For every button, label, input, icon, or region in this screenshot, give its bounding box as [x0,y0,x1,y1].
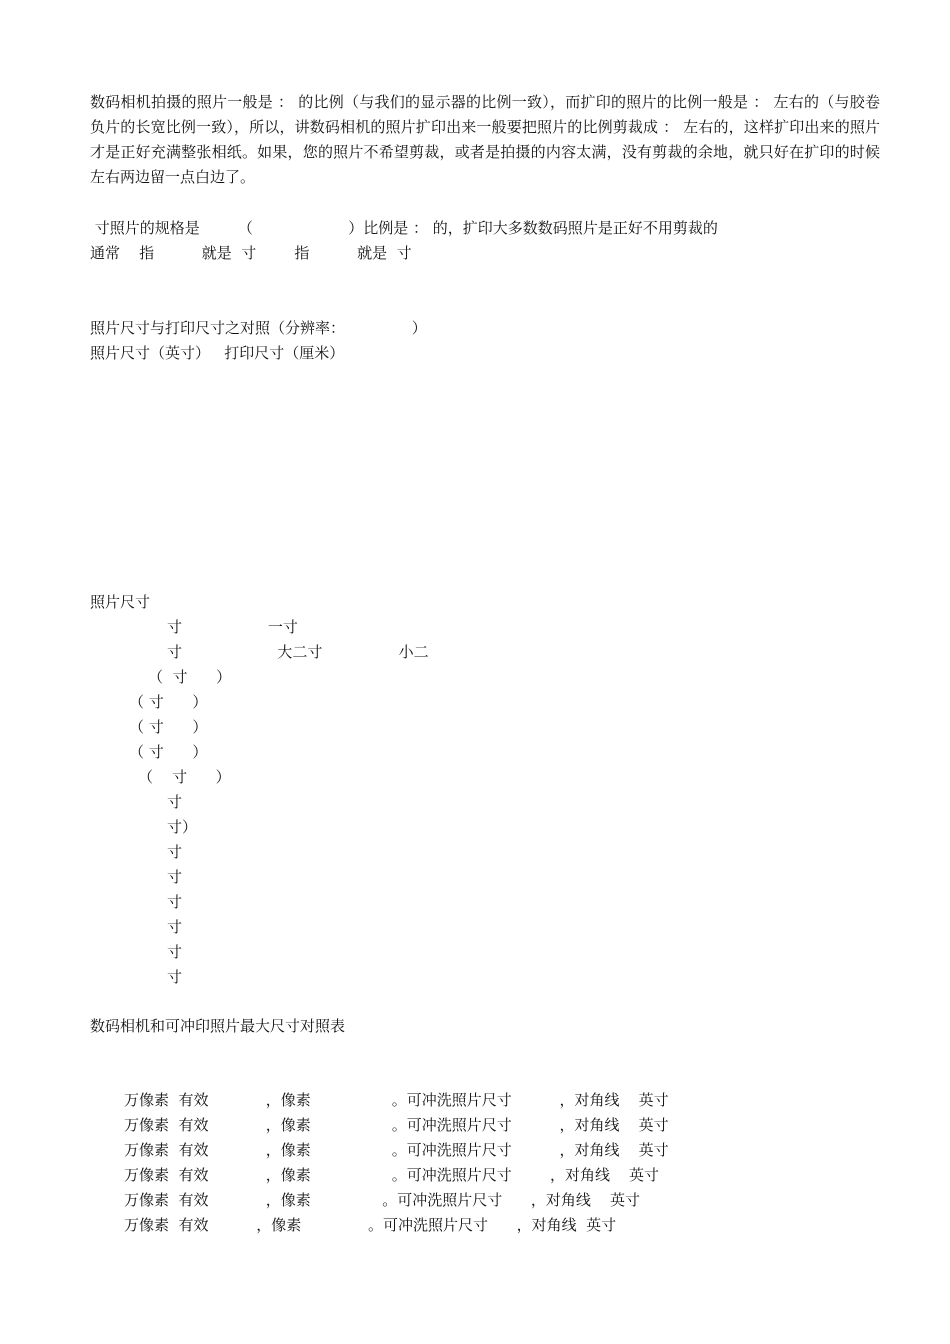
size-row: 寸 [167,943,183,961]
size-row: 寸 [167,918,183,936]
size-row: （ 寸 ） [129,718,208,736]
size-row: （ 寸 ） [148,668,232,686]
size-row: 寸 [167,793,183,811]
spec-line: 寸照片的规格是 （ ）比例是 ： 的，扩印大多数数码照片是正好不用剪裁的 [90,219,718,237]
photo-size-heading: 照片尺寸 [90,593,151,611]
camera-row: 万像素 有效 ，像素 。可冲洗照片尺寸 ，对角线 英寸 [124,1141,669,1159]
size-row: 寸 大二寸 小二 [167,643,429,661]
size-row: 寸 [167,843,183,861]
size-row: 寸 [167,968,183,986]
camera-row: 万像素 有效 ，像素 。可冲洗照片尺寸 ，对角线 英寸 [124,1091,669,1109]
camera-row: 万像素 有效 ，像素 。可冲洗照片尺寸 ，对角线 英寸 [124,1116,669,1134]
usually-line: 通常 指 就是 寸 指 就是 寸 [90,244,412,262]
camera-row: 万像素 有效 ，像素 。可冲洗照片尺寸 ，对角线 英寸 [124,1216,617,1234]
camera-row: 万像素 有效 ，像素 。可冲洗照片尺寸 ，对角线 英寸 [124,1166,660,1184]
compare-header: 照片尺寸（英寸） 打印尺寸（厘米） [90,344,345,362]
compare-title: 照片尺寸与打印尺寸之对照（分辨率： ） [90,319,427,337]
size-row: 寸 一寸 [167,618,298,636]
size-row: 寸） [167,818,198,836]
camera-row: 万像素 有效 ，像素 。可冲洗照片尺寸 ，对角线 英寸 [124,1191,640,1209]
camera-table-title: 数码相机和可冲印照片最大尺寸对照表 [90,1017,346,1035]
intro-paragraph: 数码相机拍摄的照片一般是 ： 的比例（与我们的显示器的比例一致），而扩印的照片的比例一般是 ： 左右的（与胶卷负片的长宽比例一致），所以，讲数码相机的照片扩印出来一般要把照片的比例剪裁成 ： 左右的，这样扩印出来的照片才是正好充满整张相纸。如果，您的照片不希望剪裁，或者是拍摄的内容太满，没有剪裁的余地，就只好在扩印的时候左右两边留一点白边了。 [90,93,880,186]
size-row: 寸 [167,868,183,886]
size-row: （ 寸 ） [138,768,231,786]
size-row: 寸 [167,893,183,911]
size-row: （ 寸 ） [129,743,208,761]
size-row: （ 寸 ） [129,693,208,711]
